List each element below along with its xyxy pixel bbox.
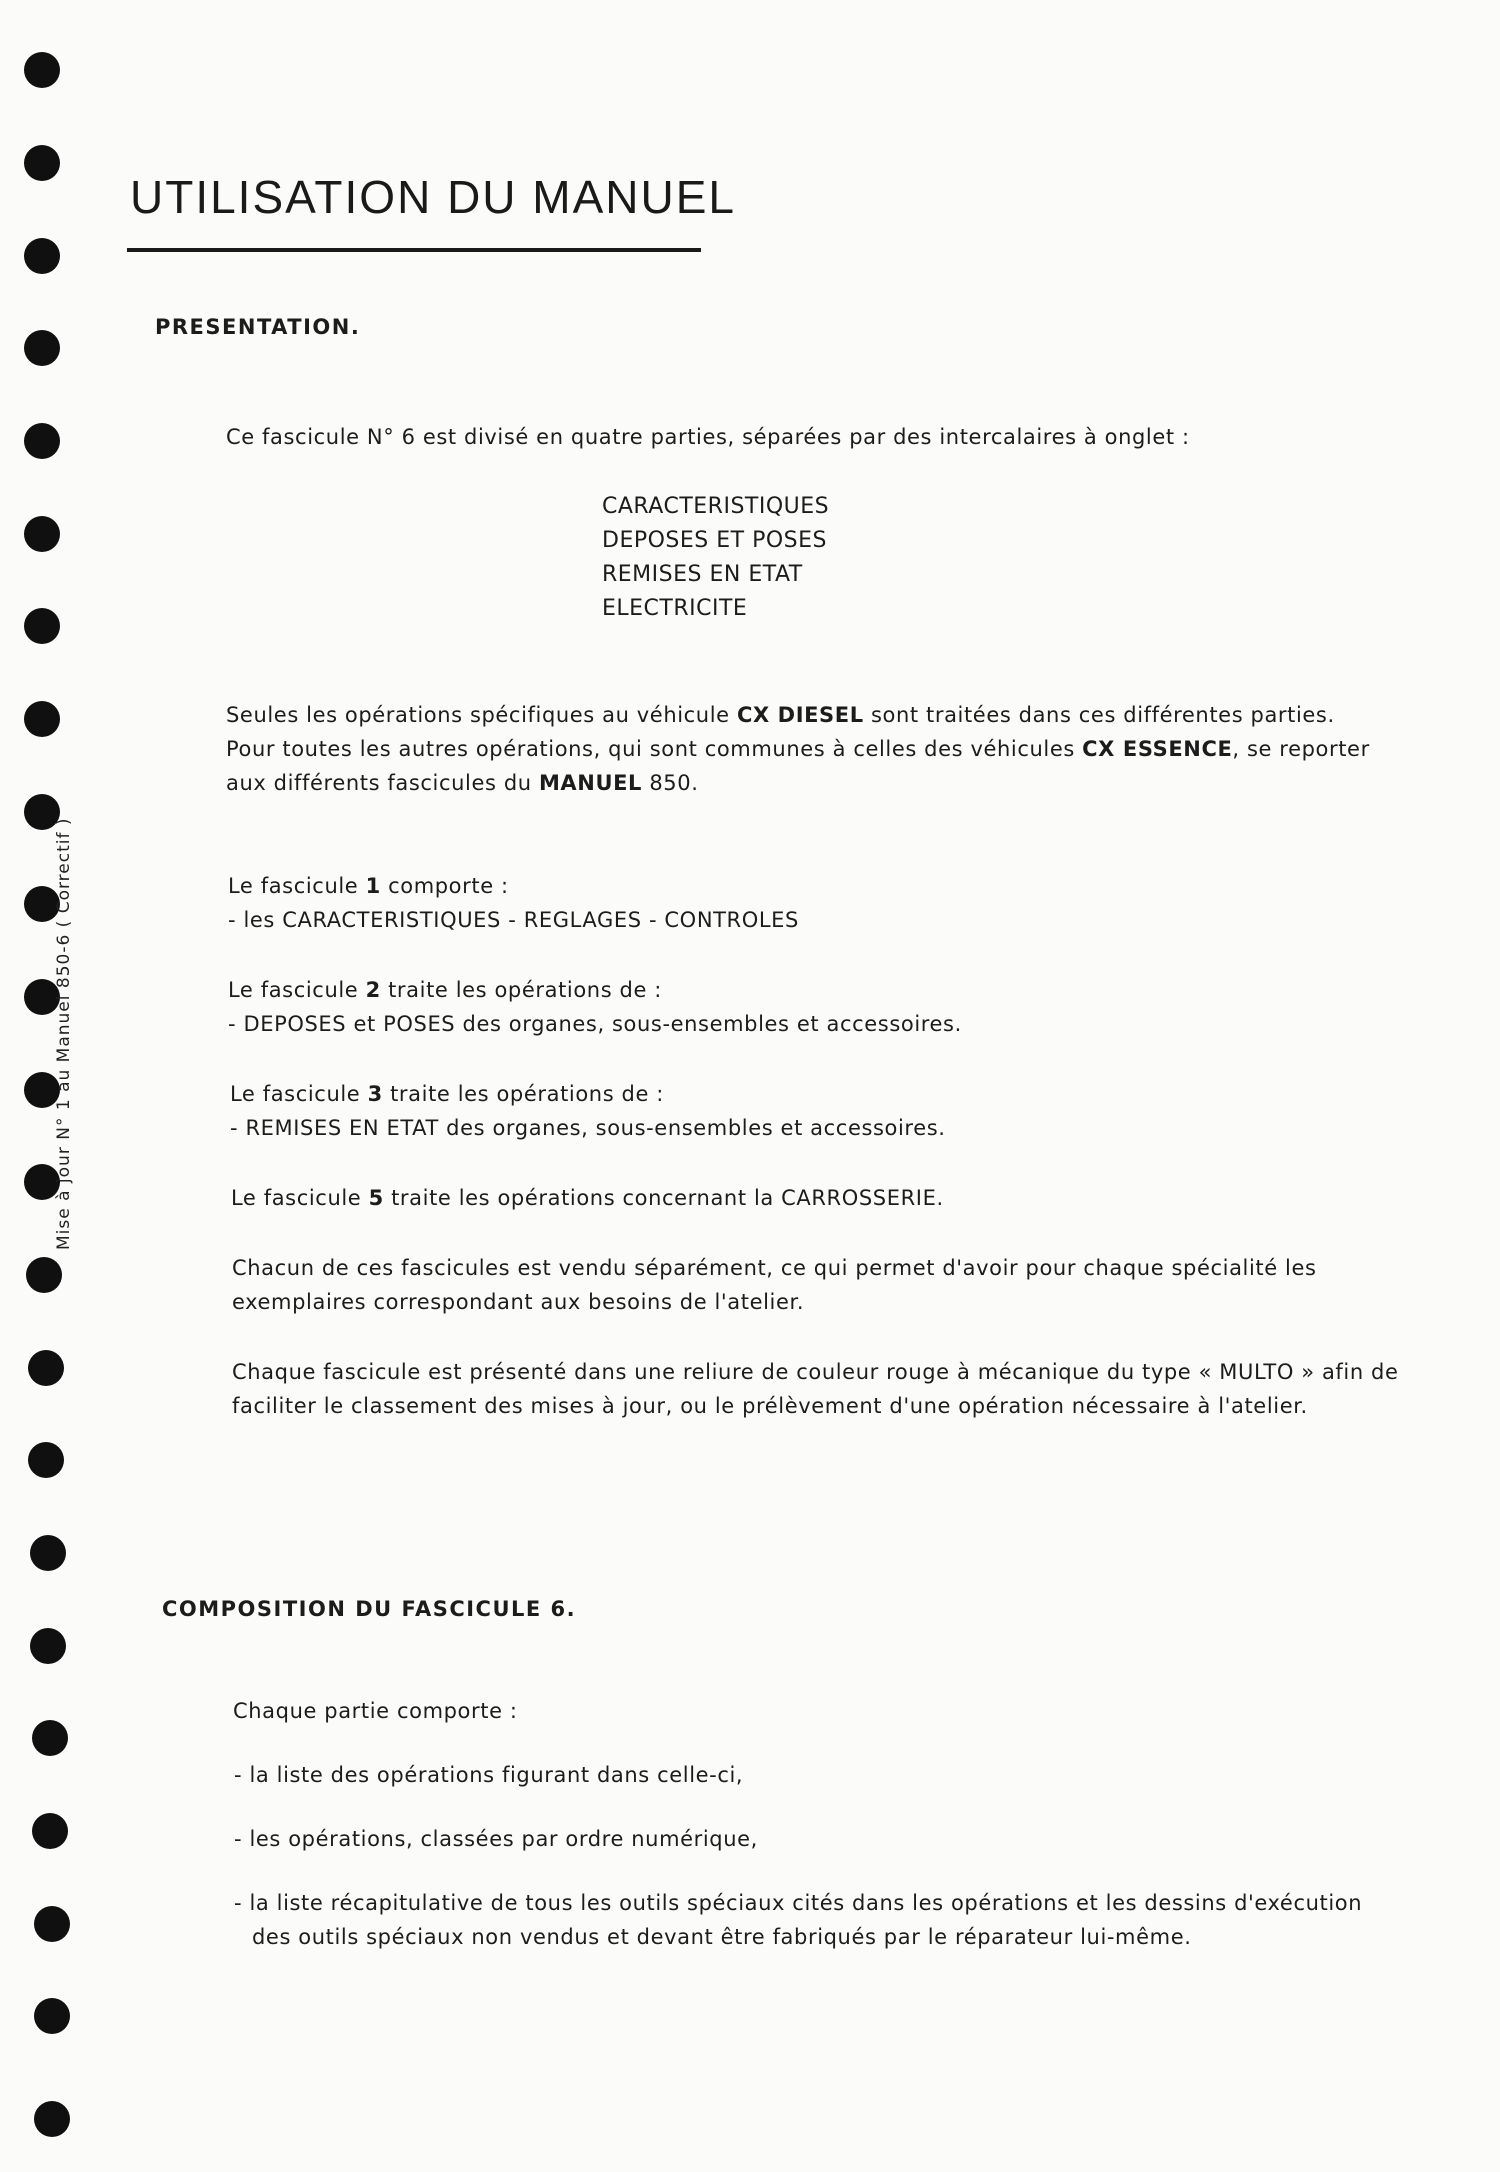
revision-note: Mise à jour N° 1 au Manuel 850-6 ( Correctif ) (54, 817, 74, 1250)
page-title: UTILISATION DU MANUEL (130, 171, 736, 223)
fascicule-3: Le fascicule 3 traite les opérations de : - REMISES EN ETAT des organes, sous-ensembles et accessoires. (230, 1082, 946, 1140)
binder-hole (24, 330, 60, 366)
binder-hole (34, 1906, 70, 1942)
list-item: - la liste des opérations figurant dans celle-ci, (234, 1763, 744, 1787)
sales-paragraph: Chacun de ces fascicules est vendu séparément, ce qui permet d'avoir pour chaque spécialité les exemplaires correspondant aux besoins de l'atelier. (232, 1256, 1317, 1314)
fascicule-2: Le fascicule 2 traite les opérations de : - DEPOSES et POSES des organes, sous-ensembles et accessoires. (228, 978, 962, 1036)
composition-intro: Chaque partie comporte : (233, 1699, 518, 1723)
presentation-heading: PRESENTATION. (155, 315, 361, 339)
binder-hole (28, 1350, 64, 1386)
vehicle-name: CX DIESEL (736, 703, 864, 727)
binder-hole (32, 1813, 68, 1849)
manual-name: MANUEL (538, 771, 643, 795)
binder-hole (24, 423, 60, 459)
vehicle-name: CX ESSENCE (1082, 737, 1233, 761)
composition-heading: COMPOSITION DU FASCICULE 6. (162, 1597, 577, 1621)
binder-hole (34, 1998, 70, 2034)
binder-hole (26, 1257, 62, 1293)
fascicule-5: Le fascicule 5 traite les opérations concernant la CARROSSERIE. (231, 1186, 944, 1210)
list-item: - les opérations, classées par ordre numérique, (234, 1827, 758, 1851)
scope-paragraph: Seules les opérations spécifiques au véhicule CX DIESEL sont traitées dans ces différentes parties. Pour toutes les autres opérations, qui sont communes à celles des véhicules CX ESSENCE, se reporter aux différents fascicules du MANUEL 850. (226, 703, 1370, 795)
part-item: CARACTERISTIQUES (602, 494, 830, 519)
binder-hole (24, 608, 60, 644)
binder-hole (24, 238, 60, 274)
binder-hole (24, 701, 60, 737)
binder-hole (24, 516, 60, 552)
list-item: - la liste récapitulative de tous les outils spéciaux cités dans les opérations et les dessins d'exécution des outils spéciaux non vendus et devant être fabriqués par le réparateur lui-même. (234, 1891, 1363, 1949)
binder-holes (0, 0, 90, 2172)
binder-paragraph: Chaque fascicule est présenté dans une reliure de couleur rouge à mécanique du type « MULTO » afin de faciliter le classement des mises à jour, ou le prélèvement d'une opération nécessaire à l'atelier. (232, 1360, 1399, 1418)
binder-hole (30, 1628, 66, 1664)
part-item: REMISES EN ETAT (602, 562, 803, 587)
fascicule-1: Le fascicule 1 comporte : - les CARACTERISTIQUES - REGLAGES - CONTROLES (228, 874, 799, 932)
binder-hole (34, 2101, 70, 2137)
binder-hole (24, 145, 60, 181)
part-item: DEPOSES ET POSES (602, 528, 827, 553)
binder-hole (24, 52, 60, 88)
title-underline (127, 248, 701, 252)
binder-hole (28, 1442, 64, 1478)
part-item: ELECTRICITE (602, 596, 748, 621)
binder-hole (32, 1720, 68, 1756)
presentation-intro: Ce fascicule N° 6 est divisé en quatre parties, séparées par des intercalaires à onglet : (226, 425, 1190, 449)
binder-hole (30, 1535, 66, 1571)
parts-list (602, 490, 829, 626)
